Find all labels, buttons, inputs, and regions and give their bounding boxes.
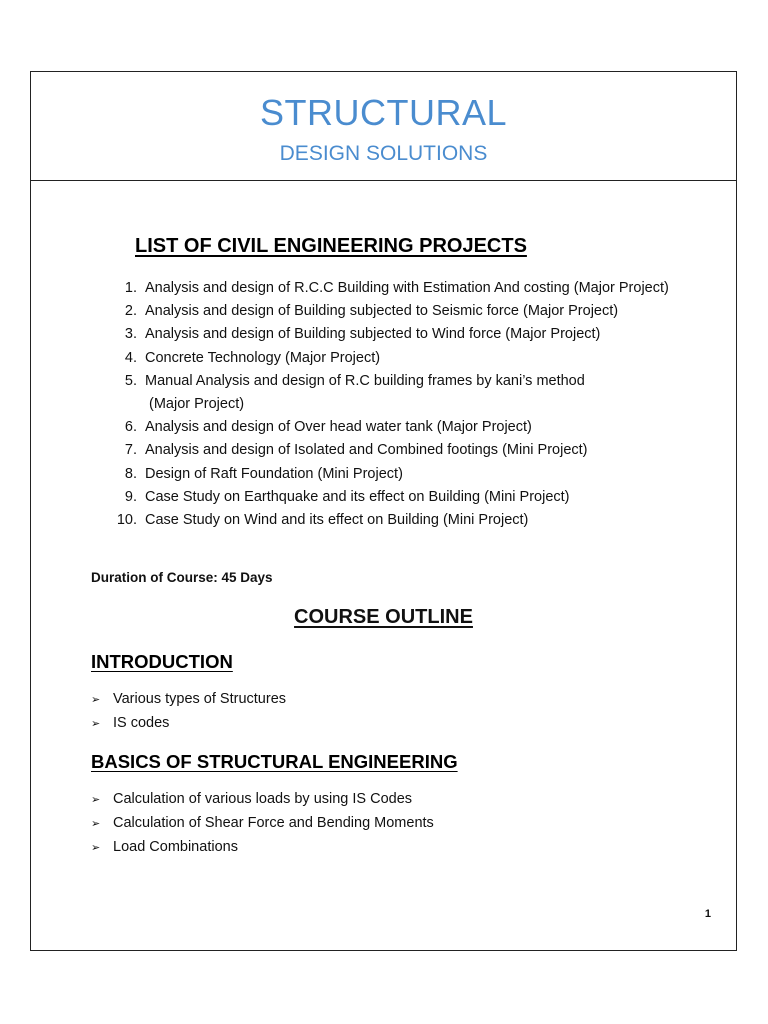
list-item: 4. Concrete Technology (Major Project) <box>124 349 381 366</box>
list-item: ➢ Various types of Structures <box>91 688 286 712</box>
arrow-bullet-icon: ➢ <box>91 694 101 706</box>
list-item: 1. Analysis and design of R.C.C Building with Estimation And costing (Major Project) <box>124 280 669 296</box>
page-header <box>31 72 736 181</box>
arrow-bullet-icon: ➢ <box>91 718 101 730</box>
list-item: 8. Design of Raft Foundation (Mini Project) <box>124 465 403 482</box>
outline-heading <box>31 606 736 629</box>
projects-heading: LIST OF CIVIL ENGINEERING PROJECTS <box>135 235 527 257</box>
arrow-bullet-icon: ➢ <box>91 842 101 854</box>
company-title: STRUCTURAL <box>259 92 507 133</box>
list-item: ➢ Calculation of Shear Force and Bending Moments <box>91 812 434 836</box>
list-item: ➢ Calculation of various loads by using IS Codes <box>91 788 434 812</box>
list-item: ➢ Load Combinations <box>91 836 434 860</box>
list-item: 9. Case Study on Earthquake and its effect on Building (Mini Project) <box>124 488 570 505</box>
arrow-bullet-icon: ➢ <box>91 818 101 830</box>
list-item: 7. Analysis and design of Isolated and Combined footings (Mini Project) <box>124 442 588 459</box>
arrow-bullet-icon: ➢ <box>91 794 101 806</box>
list-item: ➢ IS codes <box>91 712 286 736</box>
page-frame <box>30 71 737 951</box>
page-number: 1 <box>704 908 711 920</box>
introduction-heading: INTRODUCTION <box>91 651 233 672</box>
introduction-list <box>91 688 286 736</box>
projects-list <box>113 277 669 532</box>
course-duration: Duration of Course: 45 Days <box>91 570 273 585</box>
list-item: 5. Manual Analysis and design of R.C building frames by kani’s method <box>124 372 585 389</box>
list-item: 2. Analysis and design of Building subjected to Seismic force (Major Project) <box>124 303 619 320</box>
basics-heading: BASICS OF STRUCTURAL ENGINEERING <box>91 751 458 772</box>
list-item: 10. Case Study on Wind and its effect on Building (Mini Project) <box>116 512 529 529</box>
company-subtitle: DESIGN SOLUTIONS <box>279 142 488 165</box>
list-item: 3. Analysis and design of Building subjected to Wind force (Major Project) <box>124 326 601 343</box>
outline-heading-text: COURSE OUTLINE <box>294 606 473 628</box>
list-item-continuation: (Major Project) <box>149 396 245 413</box>
basics-list <box>91 788 434 860</box>
list-item: 6. Analysis and design of Over head water tank (Major Project) <box>124 419 532 436</box>
